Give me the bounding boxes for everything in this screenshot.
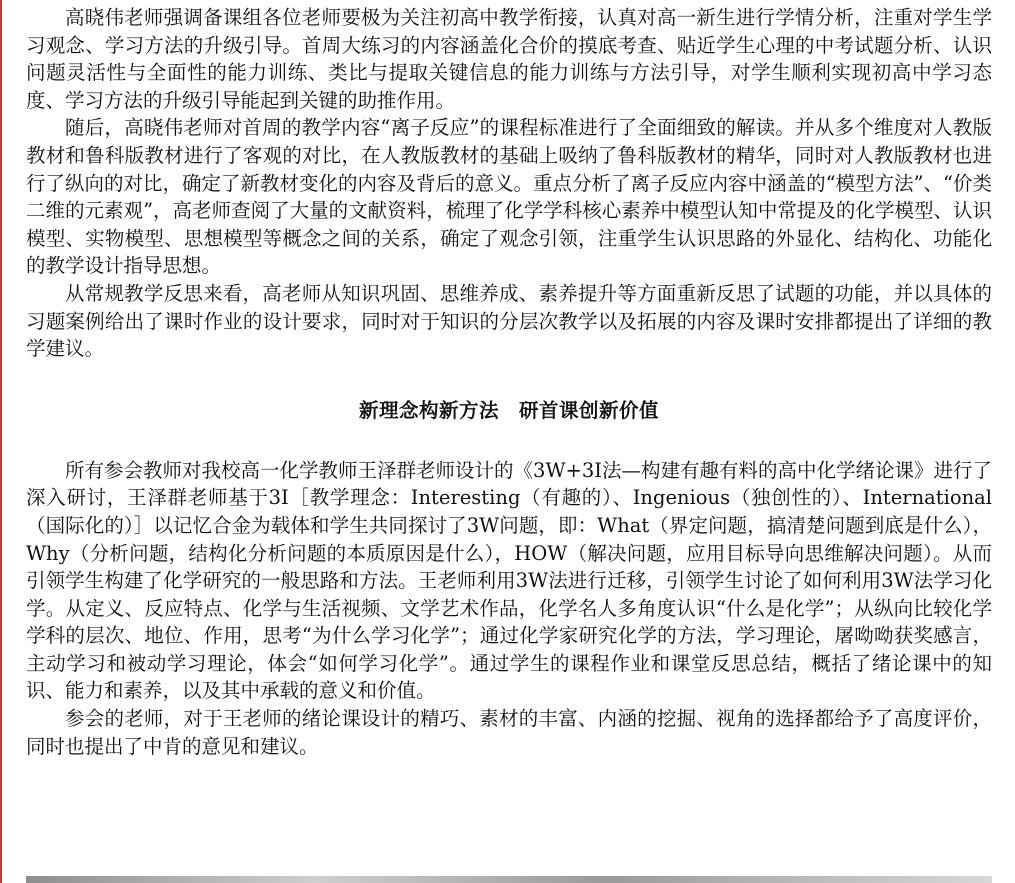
paragraph-intro: 高晓伟老师强调备课组各位老师要极为关注初高中教学衔接，认真对高一新生进行学情分析，注重对学生学习观念、学习方法的升级引导。首周大练习的内容涵盖化合价的摸底考查、贴近学生心理的中考试题分析、认识问题灵活性与全面性的能力训练、类比与提取关键信息的能力训练与方法引导，对学生顺利实现初高中学习态度、学习方法的升级引导能起到关键的助推作用。 — [26, 6, 992, 112]
paragraph-reflection: 从常规教学反思来看，高老师从知识巩固、思维养成、素养提升等方面重新反思了试题的功能，并以具体的习题案例给出了课时作业的设计要求，同时对于知识的分层次教学以及拓展的内容及课时安排都提出了详细的教学建议。 — [26, 281, 992, 361]
paragraph-feedback: 参会的老师，对于王老师的绪论课设计的精巧、素材的丰富、内涵的挖掘、视角的选择都给予了高度评价，同时也提出了中肯的意见和建议。 — [26, 707, 992, 758]
article-body — [26, 4, 992, 760]
paragraph-3w3i-lesson: 所有参会教师对我校高一化学教师王泽群老师设计的《3W+3I法—构建有趣有料的高中化学绪论课》进行了深入研讨，王泽群老师基于3I［教学理念：Interesting（有趣的）、Ingenious（独创性的）、International（国际化的）］以记忆合金为载体和学生共同探讨了3W问题，即：What（界定问题，搞清楚问题到底是什么），Why（分析问题，结构化分析问题的本质原因是什么），HOW（解决问题，应用目标导向思维解决问题）。从而引领学生构建了化学研究的一般思路和方法。王老师利用3W法进行迁移，引领学生讨论了如何利用3W法学习化学。从定义、反应特点、化学与生活视频、文学艺术作品，化学名人多角度认识“什么是化学”；从纵向比较化学学科的层次、地位、作用，思考“为什么学习化学”；通过化学家研究化学的方法，学习理论，屠呦呦获奖感言，主动学习和被动学习理论，体会“如何学习化学”。通过学生的课程作业和课堂反思总结，概括了绪论课中的知识、能力和素养，以及其中承载的意义和价值。 — [26, 458, 992, 703]
paragraph-lesson-analysis: 随后，高晓伟老师对首周的教学内容“离子反应”的课程标准进行了全面细致的解读。并从多个维度对人教版教材和鲁科版教材进行了客观的对比，在人教版教材的基础上吸纳了鲁科版教材的精华，同时对人教版教材也进行了纵向的对比，确定了新教材变化的内容及背后的意义。重点分析了离子反应内容中涵盖的“模型方法”、“价类二维的元素观”，高老师查阅了大量的文献资料，梳理了化学学科核心素养中模型认知中常提及的化学模型、认识模型、实物模型、思想模型等概念之间的关系，确定了观念引领，注重学生认识思路的外显化、结构化、功能化的教学设计指导思想。 — [26, 116, 992, 278]
bottom-image-strip — [26, 876, 992, 883]
left-accent-line — [0, 0, 2, 883]
section-heading: 新理念构新方法 研首课创新价值 — [358, 398, 659, 422]
